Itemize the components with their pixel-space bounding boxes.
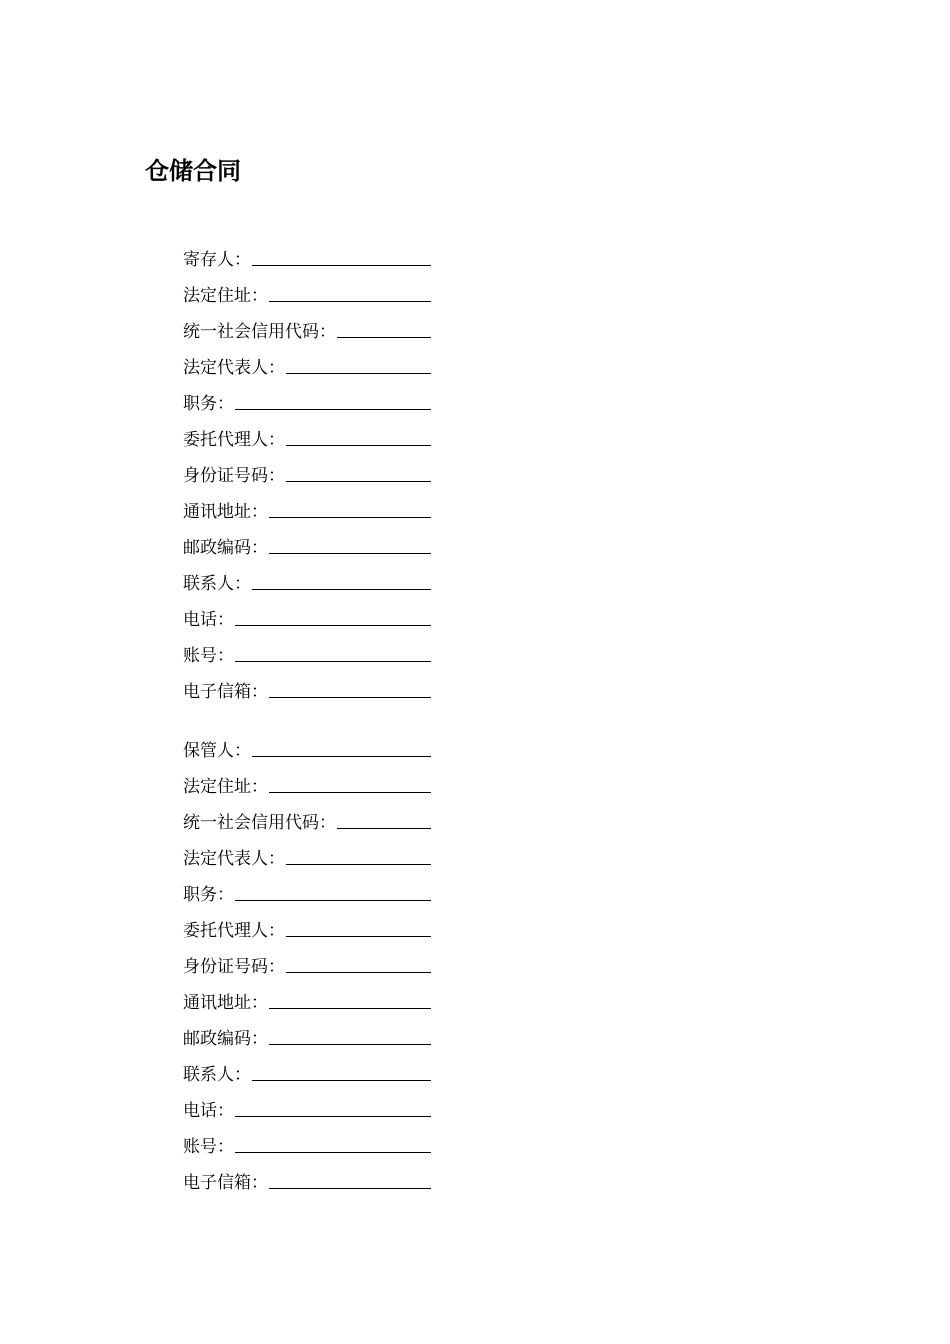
depositor-postal-code-blank[interactable] xyxy=(269,552,431,554)
custodian-postal-code-blank[interactable] xyxy=(269,1043,431,1045)
custodian-credit-code-label: 统一社会信用代码： xyxy=(183,813,336,833)
depositor-position-blank[interactable] xyxy=(235,408,431,410)
custodian-agent-label: 委托代理人： xyxy=(183,921,285,941)
depositor-mailing-address-label: 通讯地址： xyxy=(183,502,268,522)
depositor-agent-blank[interactable] xyxy=(286,444,431,446)
custodian-mailing-address-blank[interactable] xyxy=(269,1007,431,1009)
depositor-email-row xyxy=(183,670,431,706)
custodian-account-row xyxy=(183,1125,431,1161)
depositor-email-label: 电子信箱： xyxy=(183,682,268,702)
custodian-email-blank[interactable] xyxy=(269,1187,431,1189)
document-title: 仓储合同 xyxy=(145,157,241,185)
custodian-phone-row xyxy=(183,1089,431,1125)
custodian-contact-label: 联系人： xyxy=(183,1065,251,1085)
depositor-id-number-row xyxy=(183,454,431,490)
depositor-postal-code-label: 邮政编码： xyxy=(183,538,268,558)
custodian-id-number-label: 身份证号码： xyxy=(183,957,285,977)
depositor-contact-row xyxy=(183,562,431,598)
custodian-position-blank[interactable] xyxy=(235,899,431,901)
custodian-id-number-row xyxy=(183,945,431,981)
depositor-agent-row xyxy=(183,418,431,454)
custodian-info-block xyxy=(183,729,431,1197)
depositor-position-row xyxy=(183,382,431,418)
custodian-position-label: 职务： xyxy=(183,885,234,905)
depositor-name-blank[interactable] xyxy=(252,264,431,266)
depositor-credit-code-blank[interactable] xyxy=(337,336,431,338)
depositor-account-blank[interactable] xyxy=(235,660,431,662)
custodian-name-row xyxy=(183,729,431,765)
depositor-id-number-label: 身份证号码： xyxy=(183,466,285,486)
depositor-credit-code-row xyxy=(183,310,431,346)
depositor-account-row xyxy=(183,634,431,670)
custodian-agent-blank[interactable] xyxy=(286,935,431,937)
custodian-account-blank[interactable] xyxy=(235,1151,431,1153)
depositor-account-label: 账号： xyxy=(183,646,234,666)
depositor-name-row xyxy=(183,238,431,274)
depositor-mailing-address-blank[interactable] xyxy=(269,516,431,518)
depositor-phone-label: 电话： xyxy=(183,610,234,630)
custodian-legal-rep-blank[interactable] xyxy=(286,863,431,865)
custodian-contact-blank[interactable] xyxy=(252,1079,431,1081)
depositor-legal-rep-blank[interactable] xyxy=(286,372,431,374)
depositor-position-label: 职务： xyxy=(183,394,234,414)
custodian-legal-rep-row xyxy=(183,837,431,873)
custodian-credit-code-blank[interactable] xyxy=(337,827,431,829)
depositor-contact-label: 联系人： xyxy=(183,574,251,594)
depositor-name-label: 寄存人： xyxy=(183,250,251,270)
custodian-position-row xyxy=(183,873,431,909)
custodian-contact-row xyxy=(183,1053,431,1089)
custodian-phone-blank[interactable] xyxy=(235,1115,431,1117)
depositor-legal-rep-label: 法定代表人： xyxy=(183,358,285,378)
custodian-mailing-address-label: 通讯地址： xyxy=(183,993,268,1013)
custodian-postal-code-label: 邮政编码： xyxy=(183,1029,268,1049)
depositor-email-blank[interactable] xyxy=(269,696,431,698)
custodian-postal-code-row xyxy=(183,1017,431,1053)
depositor-postal-code-row xyxy=(183,526,431,562)
custodian-name-blank[interactable] xyxy=(252,755,431,757)
depositor-address-blank[interactable] xyxy=(269,300,431,302)
custodian-address-row xyxy=(183,765,431,801)
custodian-mailing-address-row xyxy=(183,981,431,1017)
custodian-address-blank[interactable] xyxy=(269,791,431,793)
depositor-credit-code-label: 统一社会信用代码： xyxy=(183,322,336,342)
depositor-mailing-address-row xyxy=(183,490,431,526)
custodian-account-label: 账号： xyxy=(183,1137,234,1157)
depositor-info-block xyxy=(183,238,431,706)
depositor-legal-rep-row xyxy=(183,346,431,382)
custodian-phone-label: 电话： xyxy=(183,1101,234,1121)
depositor-address-label: 法定住址： xyxy=(183,286,268,306)
custodian-email-label: 电子信箱： xyxy=(183,1173,268,1193)
depositor-address-row xyxy=(183,274,431,310)
custodian-name-label: 保管人： xyxy=(183,741,251,761)
custodian-address-label: 法定住址： xyxy=(183,777,268,797)
custodian-email-row xyxy=(183,1161,431,1197)
depositor-phone-blank[interactable] xyxy=(235,624,431,626)
depositor-contact-blank[interactable] xyxy=(252,588,431,590)
custodian-id-number-blank[interactable] xyxy=(286,971,431,973)
depositor-phone-row xyxy=(183,598,431,634)
custodian-agent-row xyxy=(183,909,431,945)
depositor-agent-label: 委托代理人： xyxy=(183,430,285,450)
custodian-legal-rep-label: 法定代表人： xyxy=(183,849,285,869)
custodian-credit-code-row xyxy=(183,801,431,837)
depositor-id-number-blank[interactable] xyxy=(286,480,431,482)
